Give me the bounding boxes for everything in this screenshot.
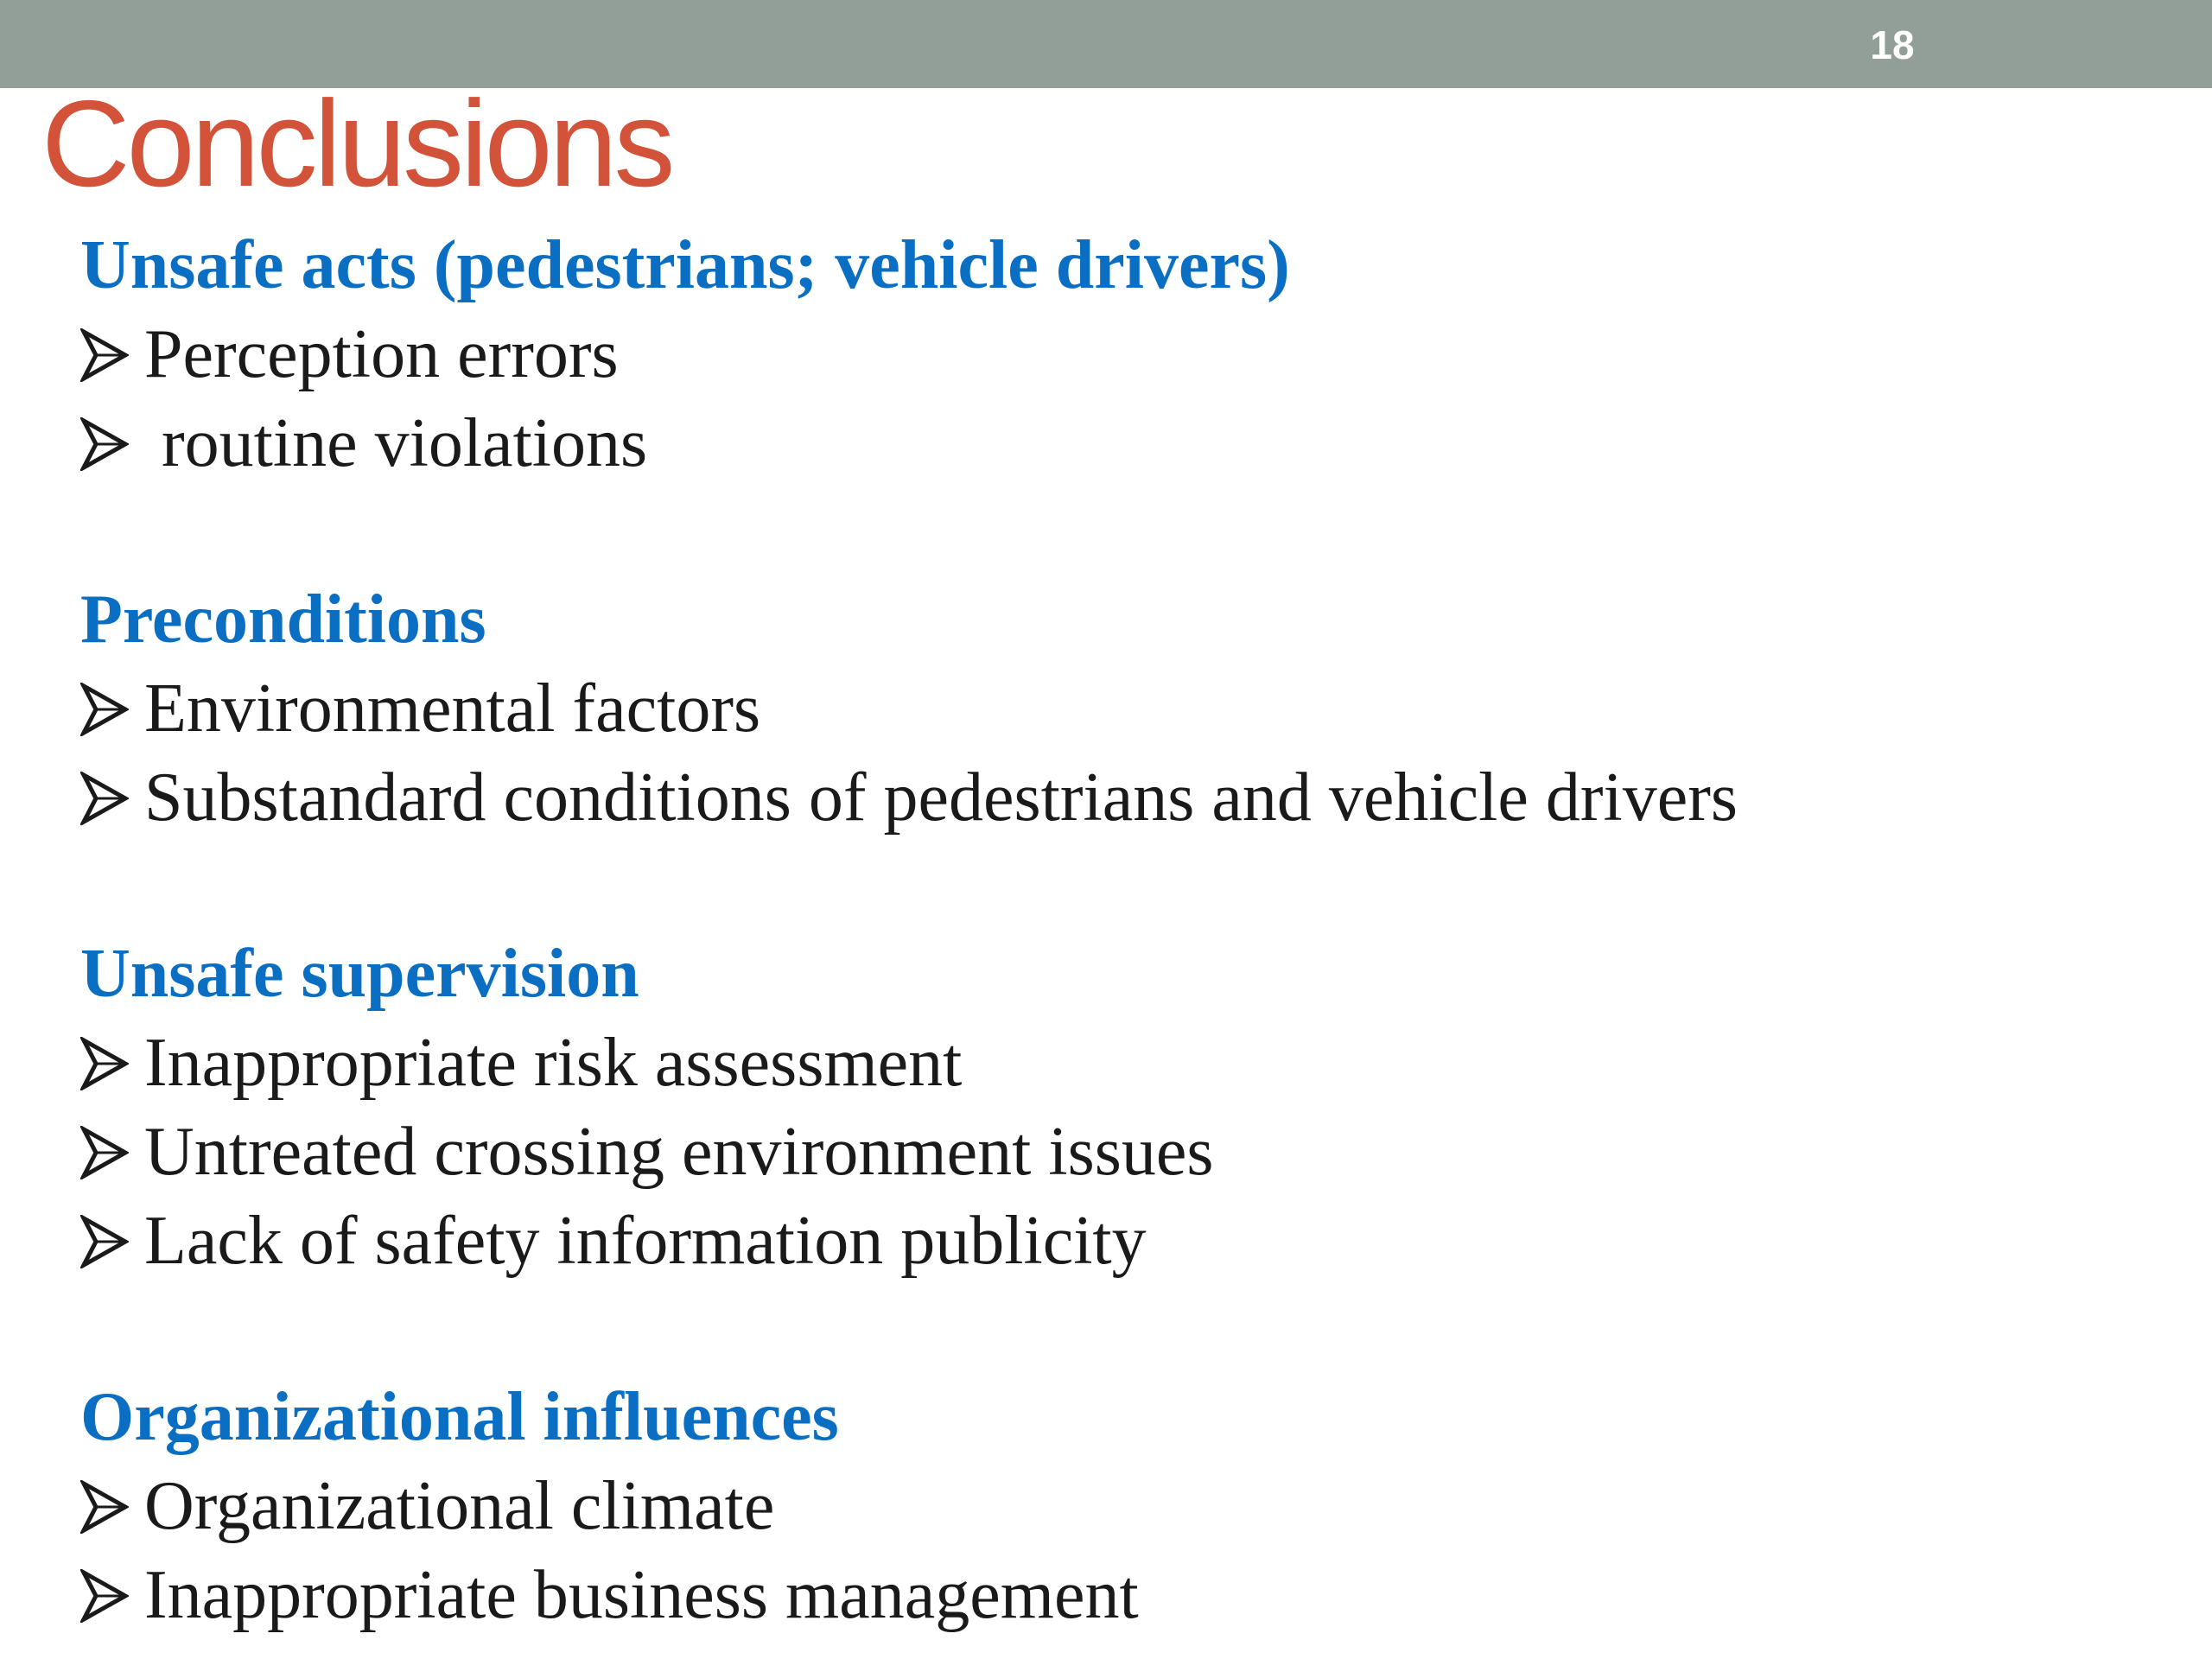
slide-number: 18: [1870, 22, 1915, 67]
list-item: [80, 311, 619, 397]
list-item-text: Environmental factors: [144, 671, 761, 747]
slide-title: Conclusions: [41, 75, 672, 213]
list-item: [80, 754, 1738, 841]
list-item-text: Inappropriate risk assessment: [144, 1025, 963, 1101]
list-item-text: Perception errors: [144, 316, 619, 392]
list-item: [80, 1552, 1139, 1638]
list-item-text: Untreated crossing environment issues: [144, 1114, 1214, 1190]
arrow-bullet-icon: [80, 417, 129, 471]
arrow-bullet-icon: [80, 1215, 129, 1268]
arrow-bullet-icon: [80, 1569, 129, 1623]
arrow-bullet-icon: [80, 1480, 129, 1534]
section-heading-unsafe-acts: Unsafe acts (pedestrians; vehicle drivers): [80, 227, 1290, 303]
arrow-bullet-icon: [80, 683, 129, 736]
list-item-text: Lack of safety information publicity: [144, 1203, 1147, 1279]
arrow-bullet-icon: [80, 1126, 129, 1179]
arrow-bullet-icon: [80, 772, 129, 825]
list-item: [80, 1020, 962, 1106]
section-heading-unsafe-supervision: Unsafe supervision: [80, 936, 639, 1012]
section-heading-preconditions: Preconditions: [80, 582, 486, 658]
list-item-text: Substandard conditions of pedestrians and vehicle drivers: [144, 760, 1738, 836]
list-item: [80, 1109, 1214, 1195]
list-item: [80, 665, 760, 752]
section-heading-organizational-influences: Organizational influences: [80, 1379, 839, 1455]
list-item: [80, 1463, 774, 1549]
list-item: [80, 400, 647, 486]
list-item-text: routine violations: [144, 405, 648, 481]
arrow-bullet-icon: [80, 328, 129, 382]
arrow-bullet-icon: [80, 1037, 129, 1090]
list-item: [80, 1198, 1147, 1284]
list-item-text: Inappropriate business management: [144, 1557, 1139, 1633]
list-item-text: Organizational climate: [144, 1468, 775, 1544]
